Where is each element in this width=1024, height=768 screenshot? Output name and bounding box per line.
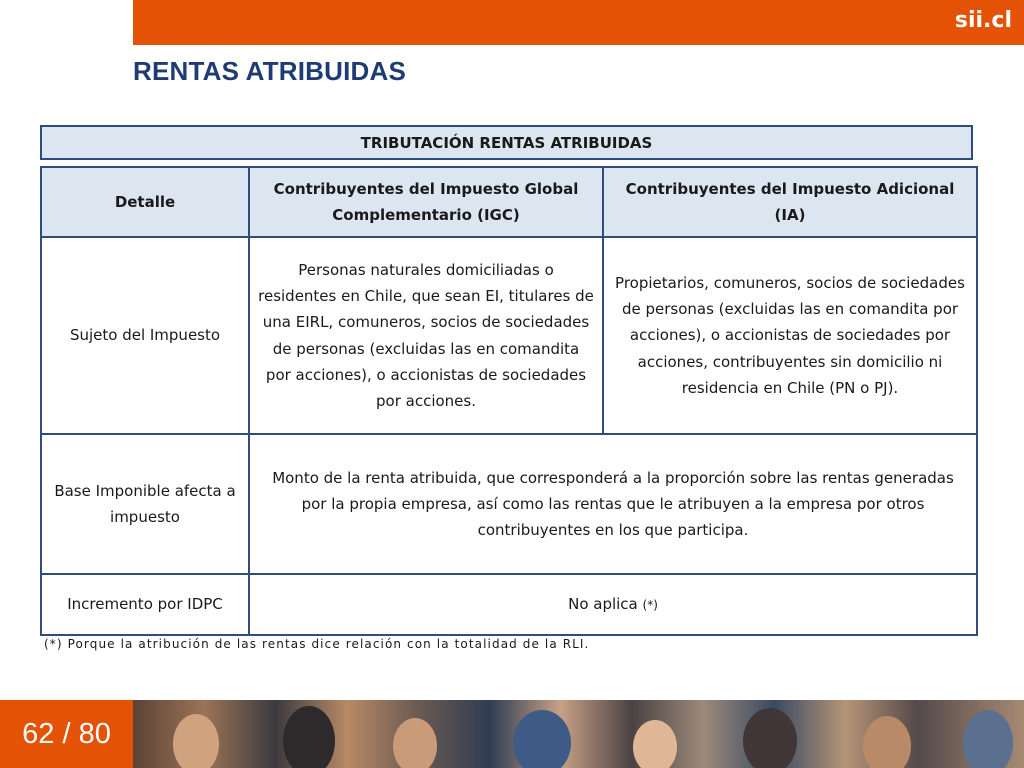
row-label-sujeto: Sujeto del Impuesto bbox=[41, 237, 249, 434]
photo-figure bbox=[173, 714, 219, 768]
cell-sujeto-igc: Personas naturales domiciliadas o residentes en Chile, que sean EI, titulares de una EIRL, comuneros, socios de sociedades de personas (excluidas las en comandita por acciones), o accionistas de sociedades por acciones. bbox=[249, 237, 603, 434]
cell-incremento-text: No aplica bbox=[568, 595, 638, 614]
crowd-photo-strip bbox=[133, 700, 1024, 768]
top-banner bbox=[133, 0, 1024, 45]
page-indicator bbox=[0, 700, 133, 768]
cell-incremento bbox=[249, 574, 977, 635]
cell-sujeto-ia: Propietarios, comuneros, socios de sociedades de personas (excluidas las en comandita por acciones), o accionistas de sociedades por acciones, contribuyentes sin domicilio ni residencia en Chile (PN o PJ). bbox=[603, 237, 977, 434]
photo-figure bbox=[633, 720, 677, 768]
table-row bbox=[41, 574, 977, 635]
header-detalle: Detalle bbox=[41, 167, 249, 237]
cell-base-imponible: Monto de la renta atribuida, que corresponderá a la proporción sobre las rentas generadas por la propia empresa, así como las rentas que le atribuyen a la empresa por otros contribuyentes en los que participa. bbox=[249, 434, 977, 574]
row-label-base-imponible: Base Imponible afecta a impuesto bbox=[41, 434, 249, 574]
table-row bbox=[41, 237, 977, 434]
row-label-incremento: Incremento por IDPC bbox=[41, 574, 249, 635]
page-title: RENTAS ATRIBUIDAS bbox=[133, 56, 407, 86]
sii-logo: sii.cl bbox=[954, 8, 1012, 33]
table-row bbox=[41, 434, 977, 574]
footnote-marker: (*) bbox=[642, 598, 658, 613]
taxation-table bbox=[40, 166, 978, 636]
photo-figure bbox=[963, 710, 1013, 768]
photo-figure bbox=[393, 718, 437, 768]
table-caption: TRIBUTACIÓN RENTAS ATRIBUIDAS bbox=[40, 125, 973, 160]
photo-figure bbox=[283, 706, 335, 768]
photo-figure bbox=[863, 716, 911, 768]
page-number: 62 / 80 bbox=[22, 717, 111, 750]
table-header-row bbox=[41, 167, 977, 237]
header-igc: Contribuyentes del Impuesto Global Complementario (IGC) bbox=[249, 167, 603, 237]
photo-figure bbox=[513, 710, 571, 768]
header-ia: Contribuyentes del Impuesto Adicional (IA) bbox=[603, 167, 977, 237]
footnote: (*) Porque la atribución de las rentas dice relación con la totalidad de la RLI. bbox=[44, 637, 590, 651]
photo-figure bbox=[743, 708, 797, 768]
